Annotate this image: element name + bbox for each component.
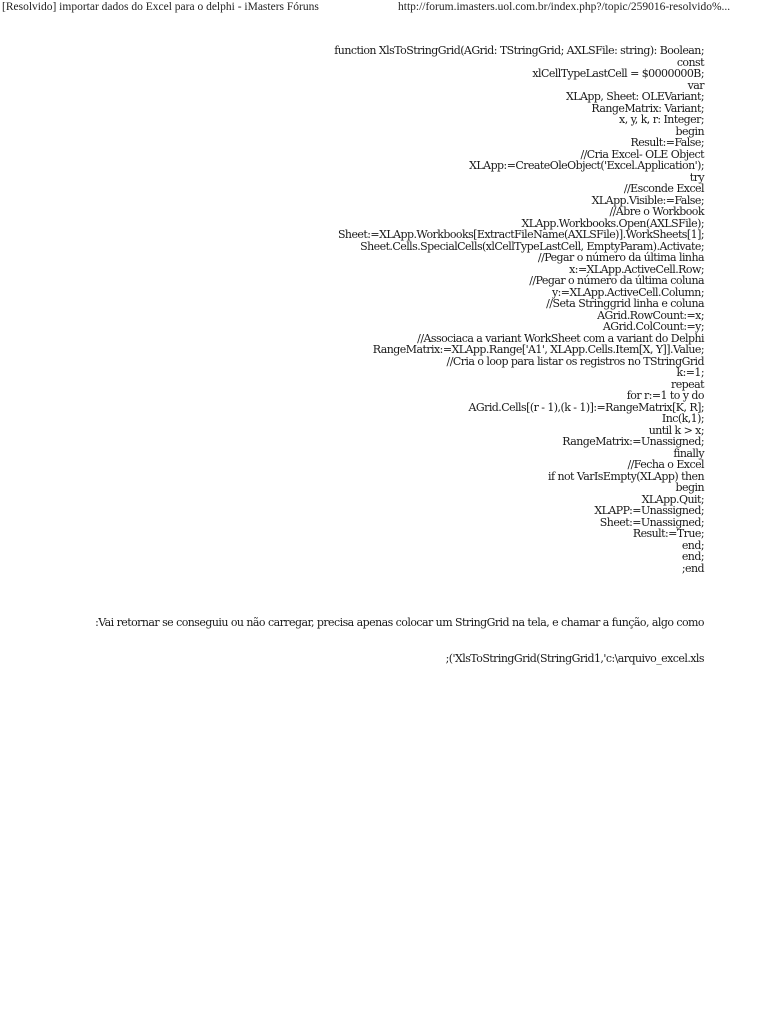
code-line: XLApp:=CreateOleObject('Excel.Application');: [469, 159, 704, 172]
code-line: //Cria o loop para listar os registros no TStringGrid: [446, 354, 704, 368]
code-line: XLAPP:=Unassigned;: [594, 504, 704, 517]
code-line: RangeMatrix:=Unassigned;: [562, 435, 704, 448]
print-header: [0, 0, 768, 20]
page-url: http://forum.imasters.uol.com.br/index.php?/topic/259016-resolvido%...: [398, 1, 731, 13]
code-line: y:=XLApp.ActiveCell.Column;: [551, 285, 704, 299]
code-line: XLApp.Quit;: [641, 492, 704, 506]
usage-example: ;('XlsToStringGrid(StringGrid1,'c:\arquivo_excel.xls: [445, 652, 704, 665]
explanation-paragraph: :Vai retornar se conseguiu ou não carregar, precisa apenas colocar um StringGrid na tela, e chamar a função, algo como: [95, 616, 704, 629]
code-line: //Seta Stringgrid linha e coluna: [546, 297, 704, 310]
code-line: begin: [675, 481, 704, 494]
code-line: RangeMatrix: Variant;: [591, 101, 704, 115]
code-line: Result:=True;: [632, 527, 704, 540]
code-line: Inc(k,1);: [661, 412, 704, 425]
code-line: k:=1;: [676, 366, 704, 379]
code-line: AGrid.ColCount:=y;: [602, 320, 704, 333]
code-line: xlCellTypeLastCell = $0000000B;: [532, 67, 704, 80]
code-line: x, y, k, r: Integer;: [619, 113, 704, 126]
code-line: //Fecha o Excel: [627, 458, 704, 471]
code-line: AGrid.RowCount:=x;: [597, 308, 704, 322]
code-line: repeat: [671, 377, 704, 391]
code-line: Sheet:=XLApp.Workbooks[ExtractFileName(AXLSFile)].WorkSheets[1];: [337, 228, 704, 241]
code-line: //Esconde Excel: [623, 182, 704, 195]
code-line: if not VarIsEmpty(XLApp) then: [548, 469, 704, 483]
code-line: end;: [681, 550, 704, 563]
code-line: XLApp.Visible:=False;: [591, 193, 704, 207]
code-line: x:=XLApp.ActiveCell.Row;: [569, 262, 704, 276]
code-line: //Associaca a variant WorkSheet com a variant do Delphi: [417, 331, 704, 345]
code-line: function XlsToStringGrid(AGrid: TStringGrid; AXLSFile: string): Boolean;: [334, 44, 704, 57]
code-line: Result:=False;: [630, 136, 704, 149]
code-line: RangeMatrix:=XLApp.Range['A1', XLApp.Cells.Item[X, Y]].Value;: [372, 343, 704, 356]
page-title: [Resolvido] importar dados do Excel para o delphi - iMasters Fóruns: [2, 1, 319, 13]
code-line: end;: [681, 538, 704, 552]
code-line: const: [676, 55, 704, 69]
code-line: //Pegar o número da última coluna: [529, 274, 704, 287]
code-line: var: [687, 78, 704, 92]
code-line: try: [689, 170, 704, 184]
code-line: finally: [673, 446, 704, 460]
code-line: Sheet.Cells.SpecialCells(xlCellTypeLastCell, EmptyParam).Activate;: [360, 239, 704, 253]
code-line: XLApp, Sheet: OLEVariant;: [565, 90, 704, 103]
code-line: ;end: [681, 561, 704, 575]
code-line: AGrid.Cells[(r - 1),(k - 1)]:=RangeMatrix[K, R];: [468, 400, 704, 414]
code-line: until k > x;: [648, 423, 704, 437]
code-line: begin: [675, 124, 704, 138]
code-line: //Cria Excel- OLE Object: [580, 147, 704, 161]
code-line: for r:=1 to y do: [626, 389, 704, 402]
code-line: //Abre o Workbook: [609, 205, 704, 218]
code-line: //Pegar o número da última linha: [537, 251, 704, 264]
code-block: [64, 45, 704, 574]
code-line: Sheet:=Unassigned;: [599, 515, 704, 529]
code-line: XLApp.Workbooks.Open(AXLSFile);: [521, 216, 704, 230]
